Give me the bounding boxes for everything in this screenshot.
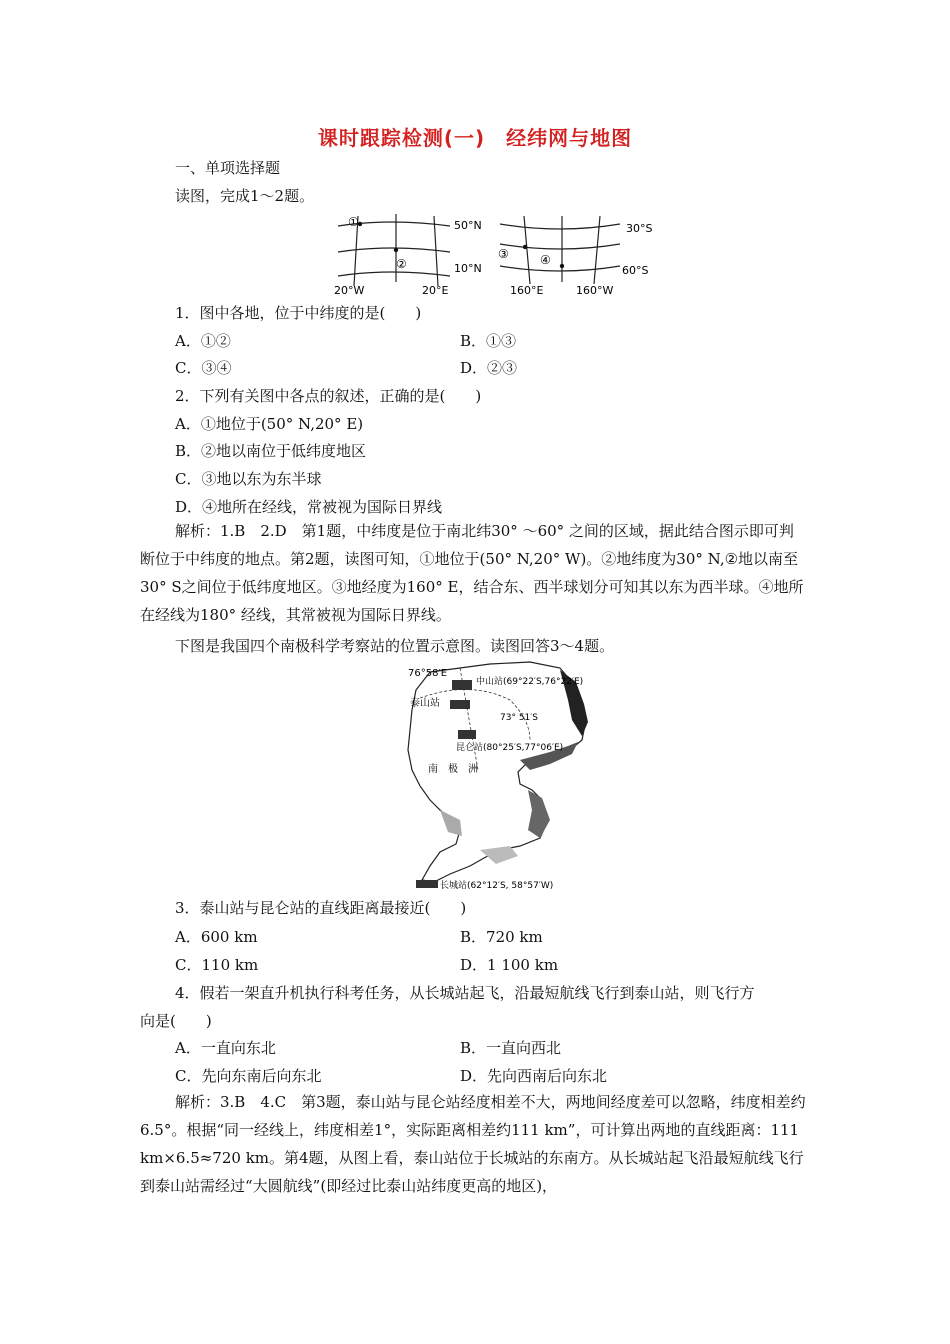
ice-shelf [528, 790, 550, 838]
question-1-stem: 1．图中各地，位于中纬度的是( ) [175, 304, 422, 322]
question-4-option-a: A．一直向东北 [175, 1039, 276, 1057]
lat-label: 50°N [454, 219, 482, 232]
continent-label: 南 极 洲 [428, 764, 478, 775]
question-4-stem: 4．假若一架直升机执行科考任务，从长城站起飞，沿最短航线飞行到泰山站，则飞行方 [175, 984, 755, 1002]
intro-text: 读图，完成1～2题。 [175, 187, 315, 205]
changcheng-label: 长城站(62°12′S, 58°57′W) [440, 881, 554, 891]
point-label: ③ [498, 247, 509, 261]
station-icon [416, 880, 438, 888]
latitude-label: 73° 51′S [500, 713, 539, 723]
question-3-option-a: A．600 km [175, 928, 258, 946]
answer-explanation-1-2: 解析：1.B 2.D 第1题，中纬度是位于南北纬30° ～60° 之间的区域，据此结合图示即可判断位于中纬度的地点。第2题，读图可知，①地位于(50° N,20° W)。②地纬度为30° N,②地以南至30° S之间位于低纬度地区。③地经度为160° E，结合东、西半球划分可知其以东为西半球。④地所在经线为180° 经线，其常被视为国际日界线。 [140, 522, 804, 624]
point-label: ② [396, 257, 407, 271]
station-icon [452, 680, 472, 690]
section-heading: 一、单项选择题 [175, 159, 281, 177]
lon-label: 20°E [422, 284, 449, 296]
intro-text-2: 下图是我国四个南极科学考察站的位置示意图。读图回答3～4题。 [175, 637, 615, 655]
grid-line [524, 216, 530, 284]
question-4-option-b: B．一直向西北 [460, 1039, 562, 1057]
lat-label: 60°S [622, 264, 649, 277]
question-4-stem-cont: 向是( ) [140, 1012, 212, 1030]
question-3-option-b: B．720 km [460, 928, 543, 946]
graticule-figure [330, 212, 670, 296]
question-2-option-a: A．①地位于(50° N,20° E) [175, 415, 364, 433]
lon-label: 160°W [576, 284, 614, 296]
lat-label: 10°N [454, 262, 482, 275]
question-1-option-a: A．①② [175, 332, 231, 350]
page-title: 课时跟踪检测(一) 经纬网与地图 [317, 126, 633, 150]
question-2-option-c: C．③地以东为东半球 [175, 470, 322, 488]
zhongshan-label: 中山站(69°22′S,76°22′E) [476, 677, 584, 687]
point-dot [560, 264, 564, 268]
lon-label: 160°E [510, 284, 544, 296]
question-4-option-d: D．先向西南后向东北 [460, 1067, 608, 1085]
lon-label: 20°W [334, 284, 365, 296]
point-dot [394, 248, 398, 252]
question-1-option-d: D．②③ [460, 359, 518, 377]
question-2-stem: 2．下列有关图中各点的叙述，正确的是( ) [175, 387, 482, 405]
point-label: ④ [540, 253, 551, 267]
station-icon [450, 700, 470, 709]
question-3-option-d: D．1 100 km [460, 956, 559, 974]
question-2-option-b: B．②地以南位于低纬度地区 [175, 442, 367, 460]
grid-line [594, 216, 600, 284]
grid-line [500, 244, 620, 249]
longitude-label: 76°58′E [408, 668, 448, 679]
answer-explanation-3-4: 解析：3.B 4.C 第3题，泰山站与昆仑站经度相差不大，两地间经度差可以忽略，纬度相差约6.5°。根据“同一经线上，纬度相差1°，实际距离相差约111 km”，可计算出两地的直线距离：111 km×6.5≈720 km。第4题，从图上看，泰山站位于长城站的东南方。从长城站起飞沿最短航线飞行到泰山站需经过“大圆航线”(即经过比泰山站纬度更高的地区)， [140, 1093, 806, 1195]
question-3-stem: 3．泰山站与昆仑站的直线距离最接近( ) [175, 899, 467, 917]
question-1-option-c: C．③④ [175, 359, 232, 377]
kunlun-label: 昆仑站(80°25′S,77°06′E) [456, 743, 564, 753]
lat-label: 30°S [626, 222, 653, 235]
antarctica-map [400, 660, 610, 892]
question-3-option-c: C．110 km [175, 956, 259, 974]
question-1-option-b: B．①③ [460, 332, 517, 350]
question-4-option-c: C．先向东南后向东北 [175, 1067, 322, 1085]
grid-line [500, 224, 620, 229]
taishan-label: 泰山站 [410, 698, 440, 709]
question-2-option-d: D．④地所在经线，常被视为国际日界线 [175, 498, 443, 516]
point-dot [523, 245, 527, 249]
point-label: ① [348, 215, 359, 229]
station-icon [458, 730, 476, 739]
